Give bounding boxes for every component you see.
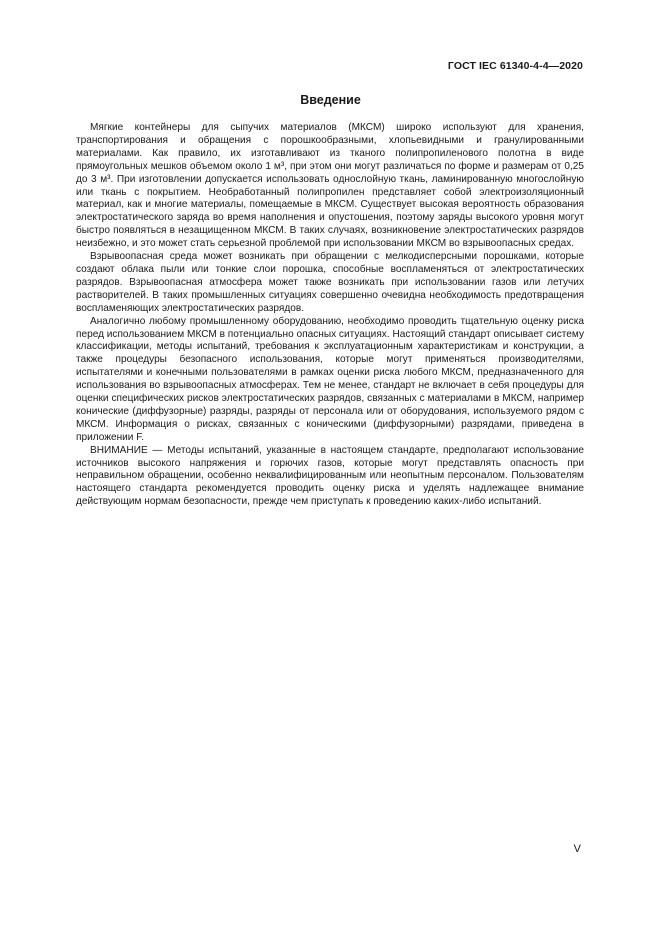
paragraph-risk-assessment: Аналогично любому промышленному оборудованию, необходимо проводить тщательную оценку риска перед использованием МКСМ в потенциально опасных ситуациях. Настоящий стандарт описывает систему классификации, методы испытаний, требования к эксплуатационным характеристикам и конструкции, а также процедуры безопасного использования, которые могут применяться производителями, испытателями и конечными пользователями в рамках оценки риска любого МКСМ, предназначенного для использования во взрывоопасных атмосферах. Тем не менее, стандарт не включает в себя процедуры для оценки специфических рисков электростатических разрядов, связанных с материалами в МКСМ, например конические (диффузорные) разряды, разряды от персонала или от оборудования, используемого рядом с МКСМ. Информация о рисках, связанных с коническими (диффузорными) разрядами, приведена в приложении F.	[76, 315, 584, 443]
paragraph-containers: Мягкие контейнеры для сыпучих материалов (МКСМ) широко используют для хранения, транспортирования и обращения с порошкообразными, хлопьевидными и гранулированными материалами. Как правило, их изготавливают из тканого полипропиленового полотна в виде прямоугольных мешков объемом около 1 м³, при этом они могут различаться по форме и размерам от 0,25 до 3 м³. При изготовлении допускается использовать однослойную ткань, ламинированную многослойную или ткань с покрытием. Необработанный полипропилен представляет собой электроизоляционный материал, как и многие материалы, помещаемые в МКСМ. Существует высокая вероятность образования электростатического заряда во время наполнения и опустошения, поэтому заряды высокого уровня могут быстро появляться в незащищенном МКСМ. В таких случаях, возникновение электростатических разрядов неизбежно, и это может стать серьезной проблемой при использовании МКСМ во взрывоопасных средах.	[76, 122, 584, 250]
document-header-standard-code: ГОСТ IEC 61340-4-4—2020	[447, 60, 583, 72]
page-number: V	[573, 843, 581, 855]
introduction-body	[76, 122, 584, 509]
section-title: Введение	[300, 93, 361, 107]
paragraph-warning: ВНИМАНИЕ — Методы испытаний, указанные в настоящем стандарте, предполагают использование источников высокого напряжения и горючих газов, которые могут представлять опасность при неправильном обращении, особенно неквалифицированным или неопытным персоналом. Пользователям настоящего стандарта рекомендуется проводить оценку риска и уделять надлежащее внимание действующим нормам безопасности, прежде чем приступать к проведению каких-либо испытаний.	[76, 444, 584, 508]
paragraph-explosive-environment: Взрывоопасная среда может возникать при обращении с мелкодисперсными порошками, которые создают облака пыли или тонкие слои порошка, способные воспламеняться от электростатических разрядов. Взрывоопасная атмосфера может также возникать при использовании газов или летучих растворителей. В таких промышленных ситуациях совершенно очевидна необходимость предотвращения воспламеняющих электростатических разрядов.	[76, 251, 584, 314]
